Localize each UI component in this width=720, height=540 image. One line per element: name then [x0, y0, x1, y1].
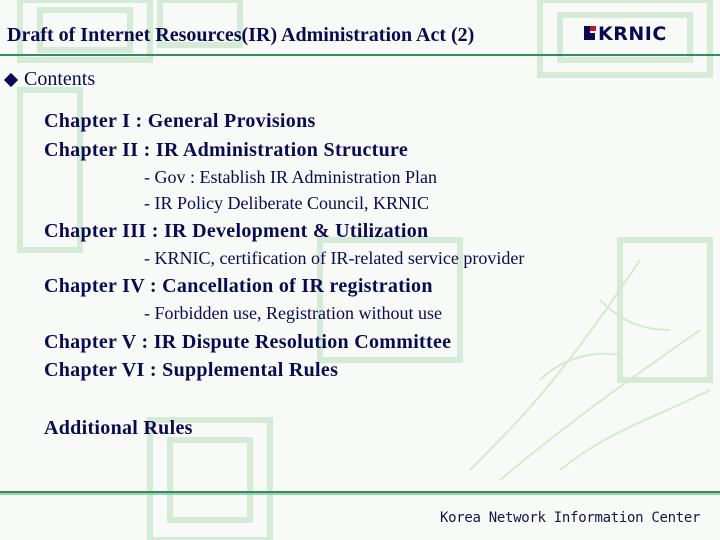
section-heading-label: Contents — [24, 68, 96, 90]
chapter-3-sub-1: - KRNIC, certification of IR-related service provider — [144, 248, 525, 268]
krnic-logo — [584, 20, 680, 46]
slide-title: Draft of Internet Resources(IR) Administration Act (2) — [7, 24, 475, 46]
chapter-3: Chapter III : IR Development & Utilization — [44, 220, 429, 242]
chapter-2-sub-1: - Gov : Establish IR Administration Plan — [144, 167, 437, 187]
chapter-5: Chapter V : IR Dispute Resolution Committee — [44, 331, 452, 353]
chapter-2: Chapter II : IR Administration Structure — [44, 139, 409, 161]
additional-rules: Additional Rules — [44, 417, 193, 439]
svg-text:KRNIC: KRNIC — [598, 23, 667, 45]
footer-divider — [0, 491, 720, 495]
title-divider — [0, 54, 720, 56]
diamond-bullet-icon — [4, 72, 18, 86]
section-heading — [4, 68, 95, 91]
chapter-4: Chapter IV : Cancellation of IR registration — [44, 275, 433, 297]
chapter-1: Chapter I : General Provisions — [44, 110, 316, 132]
chapter-6: Chapter VI : Supplemental Rules — [44, 359, 339, 381]
chapter-2-sub-2: - IR Policy Deliberate Council, KRNIC — [144, 193, 429, 213]
footer-org-name: Korea Network Information Center — [440, 510, 701, 526]
chapter-4-sub-1: - Forbidden use, Registration without use — [144, 303, 442, 323]
